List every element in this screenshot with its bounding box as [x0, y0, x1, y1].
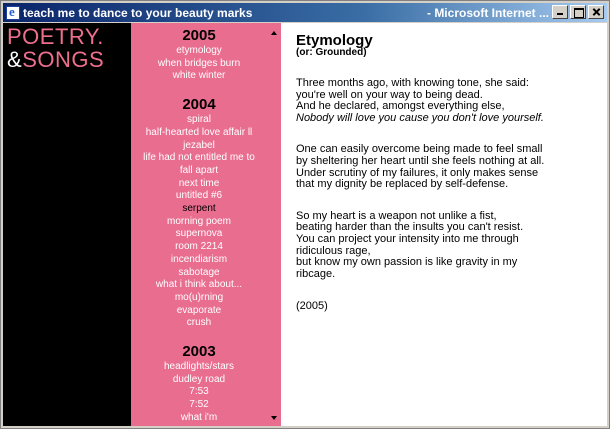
poem-line: beating harder than the insults you can't resist. [296, 221, 524, 234]
poem-title: Etymology [296, 32, 373, 49]
nav-poem-link[interactable]: what i think about... [155, 279, 243, 291]
poem-line: ridiculous rage, [296, 244, 371, 257]
poem-line: Under scrutiny of my failures, it only makes sense [296, 166, 539, 179]
nav-poem-link[interactable]: fall apart [179, 164, 219, 176]
nav-poem-link[interactable]: 7:53 [189, 386, 209, 398]
maximize-button[interactable] [570, 5, 586, 19]
brand-ampersand: & [7, 47, 23, 72]
nav-poem-link[interactable]: jezabel [183, 139, 215, 151]
page-content [3, 23, 607, 426]
brand-songs-word: SONGS [22, 47, 105, 72]
nav-poem-link[interactable]: dudley road [172, 373, 226, 385]
scroll-down-arrow-icon[interactable] [271, 416, 277, 420]
poem-line: you're well on your way to being dead. [296, 88, 483, 101]
window-controls [550, 5, 604, 19]
nav-poem-link[interactable]: 7:52 [189, 399, 209, 411]
minimize-button[interactable] [552, 5, 568, 19]
nav-poem-link[interactable]: sabotage [178, 266, 220, 278]
nav-poem-link[interactable]: supernova [175, 228, 223, 240]
poem-stanza [296, 78, 596, 124]
poem-subtitle: (or: Grounded) [296, 47, 367, 58]
nav-poem-link[interactable]: spiral [187, 114, 211, 126]
nav-poem-link[interactable]: half-hearted love affair ll [145, 126, 253, 138]
poem-line: You can project your intensity into me through [296, 232, 519, 245]
brand-poetry: POETRY. [7, 24, 104, 49]
close-button[interactable] [588, 5, 604, 19]
poem-line: by sheltering her heart until she feels nothing at all. [296, 154, 545, 167]
nav-year-heading: 2005 [182, 27, 216, 44]
poem-line: Nobody will love you cause you don't love yourself. [296, 111, 544, 124]
nav-poem-link[interactable]: etymology [176, 45, 222, 56]
nav-year-heading: 2003 [182, 343, 216, 361]
poem-stanza [296, 211, 596, 281]
poem-line: ribcage. [296, 267, 336, 280]
site-brand-panel [3, 23, 131, 426]
poem-line: but know my own passion is like gravity in my [296, 256, 518, 269]
poem-line: that my dignity be replaced by self-defense. [296, 178, 509, 191]
nav-year-heading: 2004 [182, 96, 216, 114]
nav-poem-link[interactable]: mo(u)rning [174, 291, 224, 303]
nav-poem-link[interactable]: headlights/stars [163, 361, 235, 373]
nav-poem-link[interactable]: when bridges burn [157, 57, 241, 69]
internet-explorer-icon [6, 6, 20, 20]
poem-body [296, 78, 596, 280]
poem-nav-frame[interactable] [131, 23, 281, 426]
poem-line: Three months ago, with knowing tone, she said: [296, 77, 529, 89]
window-app-name: - Microsoft Internet ... [426, 5, 549, 20]
window-title: teach me to dance to your beauty marks [23, 5, 253, 20]
poem-content [296, 33, 596, 312]
brand-songs [7, 47, 104, 73]
nav-poem-link[interactable]: evaporate [176, 304, 222, 316]
nav-poem-link[interactable]: life had not entitled me to [143, 152, 255, 164]
nav-poem-link[interactable]: next time [178, 177, 220, 189]
nav-poem-link[interactable]: untitled #6 [175, 190, 223, 202]
title-bar[interactable] [3, 3, 607, 22]
nav-poem-link[interactable]: room 2214 [175, 241, 223, 253]
nav-poem-link[interactable]: what i'm [180, 411, 218, 423]
scroll-up-arrow-icon[interactable] [271, 31, 277, 35]
poem-stanza [296, 144, 596, 190]
poem-nav-list [131, 27, 267, 425]
poem-line: One can easily overcome being made to feel small [296, 143, 543, 156]
nav-poem-link[interactable]: white winter [172, 70, 226, 82]
nav-poem-link[interactable]: serpent [182, 203, 216, 215]
poem-year: (2005) [296, 300, 328, 313]
nav-poem-link[interactable]: incendiarism [170, 253, 228, 265]
poem-line: So my heart is a weapon not unlike a fist, [296, 209, 497, 222]
nav-poem-link[interactable]: crush [186, 317, 212, 329]
nav-poem-link[interactable]: morning poem [167, 215, 231, 227]
poem-line: And he declared, amongst everything else, [296, 100, 505, 113]
